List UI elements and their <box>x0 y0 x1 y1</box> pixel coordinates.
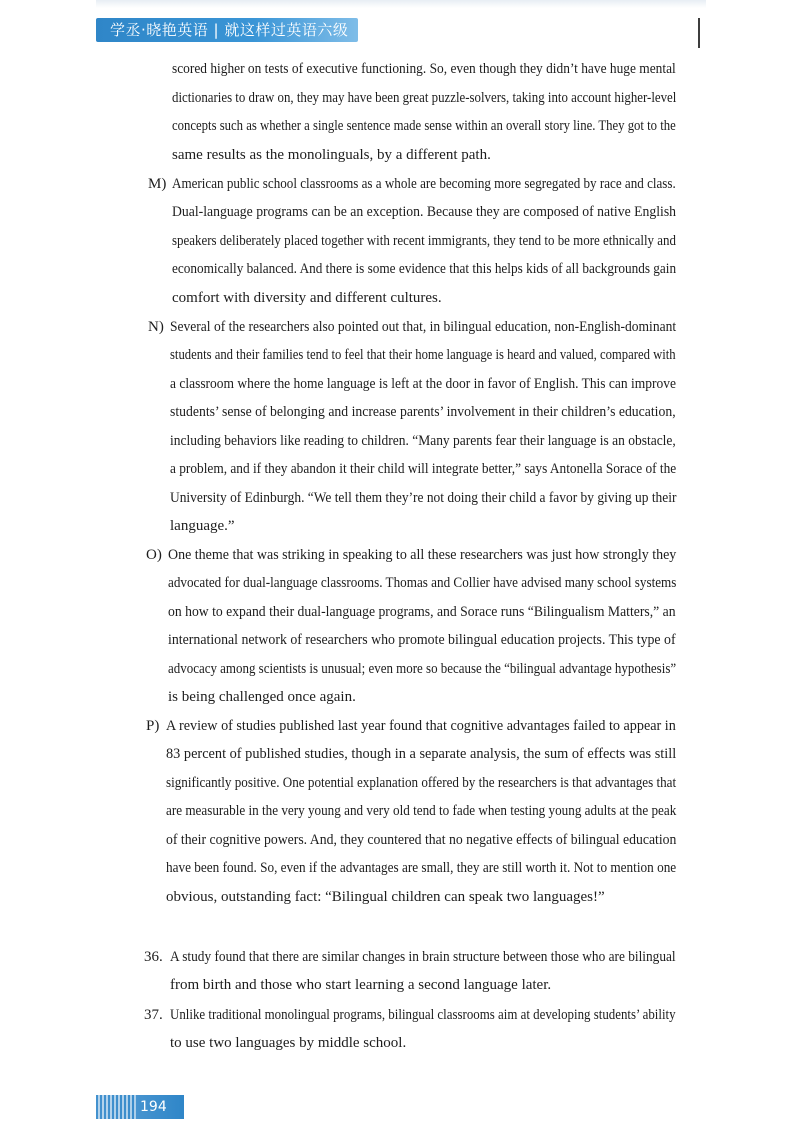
question-number-36: 36. <box>144 949 163 965</box>
paragraph-o-line: One theme that was striking in speaking to all these researchers was just how strongly they <box>168 547 677 563</box>
paragraph-m-line: economically balanced. And there is some evidence that this helps kids of all backgrounds gain <box>172 261 677 277</box>
paragraph-p-line: significantly positive. One potential explanation offered by the researchers is that advantages that <box>166 775 677 791</box>
paragraph-m-line: American public school classrooms as a whole are becoming more segregated by race and class. <box>172 176 676 192</box>
paragraph-p-line: A review of studies published last year found that cognitive advantages failed to appear in <box>166 718 676 734</box>
paragraph-n-line: a classroom where the home language is left at the door in favor of English. This can improve <box>170 376 676 392</box>
paragraph-n-line: students’ sense of belonging and increase parents’ involvement in their children’s education, <box>170 404 676 420</box>
footer-stripe-decoration <box>96 1095 136 1119</box>
question-37-line: Unlike traditional monolingual programs, bilingual classrooms aim at developing students’ ability <box>170 1007 676 1023</box>
paragraph-l-line: dictionaries to draw on, they may have been great puzzle-solvers, taking into account higher-level <box>172 90 677 106</box>
page-number: 194 <box>140 1099 167 1115</box>
paragraph-p-line: of their cognitive powers. And, they countered that no negative effects of bilingual education <box>166 832 677 848</box>
paragraph-label-p: P) <box>146 718 160 734</box>
paragraph-o-line: is being challenged once again. <box>168 689 356 705</box>
book-title: 学丞·晓艳英语 | 就这样过英语六级 <box>110 21 349 39</box>
paragraph-o-line: advocated for dual-language classrooms. Thomas and Collier have advised many school systems <box>168 575 677 591</box>
paragraph-m-line: comfort with diversity and different cultures. <box>172 290 442 306</box>
paragraph-p-line: are measurable in the very young and very old tend to fade when testing young adults at the peak <box>166 803 677 819</box>
paragraph-m-line: Dual-language programs can be an exception. Because they are composed of native English <box>172 204 677 220</box>
paragraph-l-line: scored higher on tests of executive functioning. So, even though they didn’t have huge mental <box>172 61 676 77</box>
paragraph-label-m: M) <box>148 176 167 192</box>
paragraph-p-line: have been found. So, even if the advantages are small, they are still worth it. Not to mention one <box>166 860 677 876</box>
paragraph-label-o: O) <box>146 547 162 563</box>
paragraph-n-line: Several of the researchers also pointed out that, in bilingual education, non-English-dominant <box>170 319 677 335</box>
paragraph-n-line: students and their families tend to feel that their home language is heard and valued, compared with <box>170 347 676 363</box>
paragraph-l-line: same results as the monolinguals, by a different path. <box>172 147 491 163</box>
paragraph-label-n: N) <box>148 319 164 335</box>
paragraph-o-line: international network of researchers who promote bilingual education projects. This type of <box>168 632 676 648</box>
question-number-37: 37. <box>144 1007 163 1023</box>
question-37-line: to use two languages by middle school. <box>170 1035 407 1051</box>
paragraph-o-line: on how to expand their dual-language programs, and Sorace runs “Bilingualism Matters,” an <box>168 604 676 620</box>
paragraph-n-line: University of Edinburgh. “We tell them they’re not doing their child a favor by giving up their <box>170 490 677 506</box>
question-36-line: A study found that there are similar changes in brain structure between those who are bilingual <box>170 949 676 965</box>
paragraph-m-line: speakers deliberately placed together with recent immigrants, they tend to be more ethnically and <box>172 233 676 249</box>
paragraph-p-line: 83 percent of published studies, though in a separate analysis, the sum of effects was still <box>166 746 677 762</box>
paragraph-n-line: a problem, and if they abandon it their child will integrate better,” says Antonella Sorace of the <box>170 461 677 477</box>
paragraph-p-line: obvious, outstanding fact: “Bilingual children can speak two languages!” <box>166 889 605 905</box>
paragraph-n-line: including behaviors like reading to children. “Many parents fear their language is an obstacle, <box>170 433 676 449</box>
paragraph-n-line: language.” <box>170 518 235 534</box>
question-36-line: from birth and those who start learning a second language later. <box>170 977 552 993</box>
paragraph-l-line: concepts such as whether a single sentence made sense within an overall story line. They got to the <box>172 118 676 134</box>
paragraph-o-line: advocacy among scientists is unusual; even more so because the “bilingual advantage hypothesis” <box>168 661 677 677</box>
